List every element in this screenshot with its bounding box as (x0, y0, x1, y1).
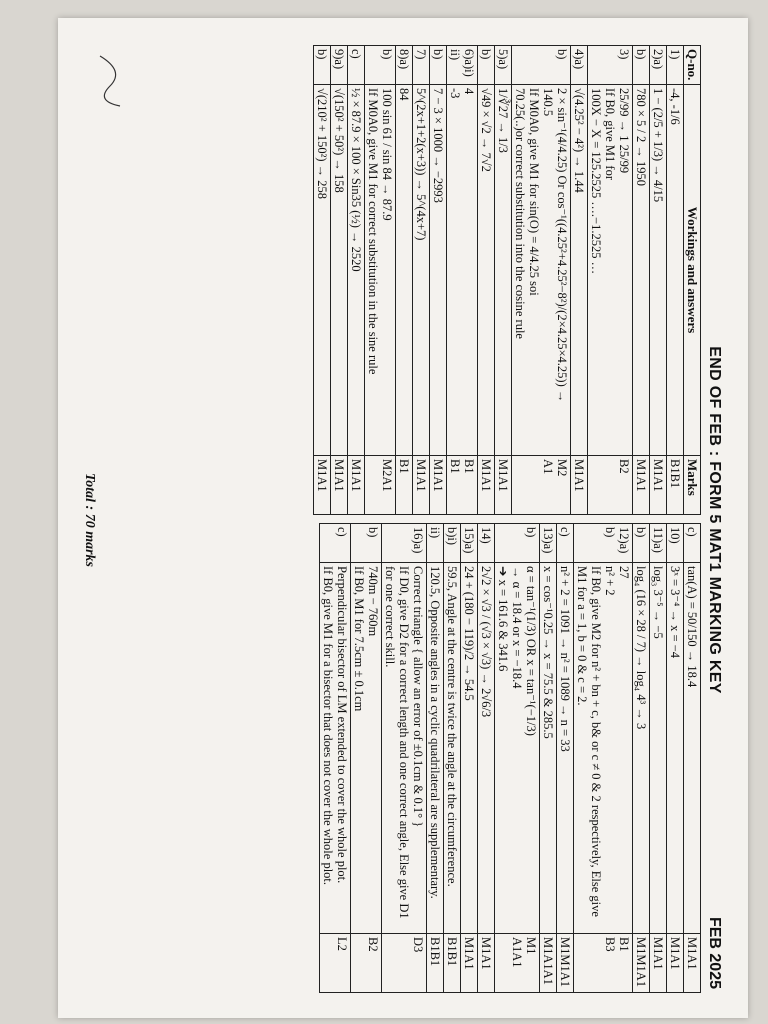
question-number: b) (633, 46, 650, 85)
table-row (444, 524, 461, 993)
marks-cell: M1A1 (478, 456, 495, 515)
marks-cell: M1A1 (633, 456, 650, 515)
marks-cell: B2 (351, 934, 382, 993)
col-qno: Q-no. (684, 46, 701, 85)
answer-working: 4 -3 (447, 85, 478, 456)
total-marks: Total : 70 marks (82, 473, 97, 567)
question-number: 5)a) (495, 46, 512, 85)
marks-cell: M1M1A1 (557, 934, 574, 993)
table-row (382, 524, 427, 993)
marks-cell: M1A1 (684, 934, 701, 993)
question-number: b) (314, 46, 331, 85)
marks-cell: M1A1 (430, 456, 447, 515)
handwritten-mark (90, 51, 130, 111)
answer-working: 1/∛27 → 1/3 (495, 85, 512, 456)
answer-working: Perpendicular bisector of LM extended to cover the whole plot. If B0, give M1 for a bisector that does not cover the whole plot. (320, 563, 351, 934)
question-number: 13)a) (540, 524, 557, 563)
answer-working: 2 × sin⁻¹(4/4.25) Or cos⁻¹((4.25²+4.25²−8²)/(2×4.25×4.25)) → 140.5 If M0A0, give M1 for sin(O) = 4/4.25 soi 70.25(..)or correct substitution into the cosine rule (512, 85, 571, 456)
answer-working: 120.5, Opposite angles in a cyclic quadrilateral are supplementary. (427, 563, 444, 934)
marks-cell: B1 (396, 456, 413, 515)
marks-cell: M1A1A1 (540, 934, 557, 993)
right-marking-table (319, 523, 701, 993)
answer-working: 7 − 3 × 1000 → −2993 (430, 85, 447, 456)
question-number: 15)a) (461, 524, 478, 563)
answer-working: x = cos⁻¹0.25 → x = 75.5 & 285.5 (540, 563, 557, 934)
marks-cell: M1 A1A1 (495, 934, 540, 993)
answer-working: √49 × √2 → 7√2 (478, 85, 495, 456)
table-row (331, 46, 348, 515)
marks-cell: M1A1 (667, 934, 684, 993)
question-number: b) (430, 46, 447, 85)
table-row (365, 46, 396, 515)
table-row (478, 46, 495, 515)
answer-working: 27 n² + 2 If B0, give M2 for n² + bn + c, b& or c ≠ 0 & 2 respectively, Else give M1 for a = 1, b = 0 & c = 2. (574, 563, 633, 934)
question-number: b)i) (444, 524, 461, 563)
marks-cell: M2 A1 (512, 456, 571, 515)
question-number: 1) (667, 46, 684, 85)
col-marks: Marks (684, 456, 701, 515)
question-number: b) (351, 524, 382, 563)
table-row (571, 46, 588, 515)
answer-working: 780 × 5 / 2 → 1950 (633, 85, 650, 456)
question-number: 3) (588, 46, 633, 85)
answer-working: α = tan⁻¹(1/3) OR x = tan⁻¹(−1/3) → α = 18.4 or x = −18.4 ➔ x = 161.6 & 341.6 (495, 563, 540, 934)
answer-working: 5^(2x+1+2(x+3)) → 5^(4x+7) (413, 85, 430, 456)
table-row (495, 46, 512, 515)
answer-working: 3ˣ = 3⁻⁴ → x = −4 (667, 563, 684, 934)
question-number: c) (320, 524, 351, 563)
marks-cell: M1A1 (650, 934, 667, 993)
answer-working: 24 + (180 − 119)/2 → 54.5 (461, 563, 478, 934)
left-marking-table (313, 45, 701, 515)
answer-working: 1 − (2/5 + 1/3) → 4/15 (650, 85, 667, 456)
question-number: 16)a) (382, 524, 427, 563)
marks-cell: B1 B3 (574, 934, 633, 993)
marks-cell: M1A1 (348, 456, 365, 515)
question-number: 11)a) (650, 524, 667, 563)
marks-cell: B1 B1 (447, 456, 478, 515)
marks-cell: M1A1 (571, 456, 588, 515)
marks-cell: M1A1 (413, 456, 430, 515)
marks-cell: D3 (382, 934, 427, 993)
question-number: c) (684, 524, 701, 563)
page-title: END OF FEB : FORM 5 MAT1 MARKING KEY (706, 346, 723, 694)
marks-cell: L2 (320, 934, 351, 993)
answer-working: √(210² + 150²) → 258 (314, 85, 331, 456)
table-row (320, 524, 351, 993)
question-number: 7) (413, 46, 430, 85)
answer-working: 100 sin 61 / sin 84 → 87.9 If M0A0, give M1 for correct substitution in the sine rule (365, 85, 396, 456)
table-row (430, 46, 447, 515)
page-date: FEB 2025 (706, 916, 723, 989)
table-row (413, 46, 430, 515)
answer-working: 740m − 760m If B0, M1 for 7.5cm ± 0.1cm (351, 563, 382, 934)
question-number: 12)a) b) (574, 524, 633, 563)
question-number: 6)a)i) ii) (447, 46, 478, 85)
table-row (540, 524, 557, 993)
table-row (588, 46, 633, 515)
table-row (447, 46, 478, 515)
question-number: 8)a) (396, 46, 413, 85)
table-row (574, 524, 633, 993)
question-number: 14) (478, 524, 495, 563)
table-row (667, 46, 684, 515)
table-row (495, 524, 540, 993)
answer-working: n² + 2 = 1091 → n² = 1089 → n = 33 (557, 563, 574, 934)
question-number: 9)a) (331, 46, 348, 85)
marks-cell: M1A1 (650, 456, 667, 515)
marks-cell: B2 (588, 456, 633, 515)
question-number: c) (557, 524, 574, 563)
table-row (650, 46, 667, 515)
question-number: b) (365, 46, 396, 85)
question-number: 4)a) (571, 46, 588, 85)
col-work: Workings and answers (684, 85, 701, 456)
question-number: ii) (427, 524, 444, 563)
answer-working: 25/99 → 1 25/99 If B0, give M1 for 100X − X = 125.2525 ….−1.2525 … (588, 85, 633, 456)
answer-working: 2√2 × √3 / (√3 × √3) → 2√6/3 (478, 563, 495, 934)
marks-cell: B1B1 (444, 934, 461, 993)
marks-cell: M2A1 (365, 456, 396, 515)
table-row (427, 524, 444, 993)
marks-cell: B1B1 (667, 456, 684, 515)
question-number: b) (633, 524, 650, 563)
marks-cell: M1M1A1 (633, 934, 650, 993)
marks-cell: B1B1 (427, 934, 444, 993)
answer-working: Correct triangle { allow an error of ±0.1cm & 0.1° } If D0, give D2 for a correct length and one correct angle, Else give D1 for one correct skill. (382, 563, 427, 934)
table-row (633, 46, 650, 515)
marks-cell: M1A1 (461, 934, 478, 993)
question-number: 10) (667, 524, 684, 563)
table-row (478, 524, 495, 993)
table-row (650, 524, 667, 993)
answer-working: 84 (396, 85, 413, 456)
answer-working: √(150² + 50²) → 158 (331, 85, 348, 456)
table-row (348, 46, 365, 515)
question-number: b) (478, 46, 495, 85)
table-row (461, 524, 478, 993)
answer-working: log₃ 3⁻⁵ → −5 (650, 563, 667, 934)
question-number: b) (495, 524, 540, 563)
question-number: c) (348, 46, 365, 85)
answer-working: -4, -1/6 (667, 85, 684, 456)
table-row (684, 524, 701, 993)
table-row (314, 46, 331, 515)
table-row (512, 46, 571, 515)
table-row (557, 524, 574, 993)
question-number: 2)a) (650, 46, 667, 85)
table-row (351, 524, 382, 993)
answer-working: tan(A) = 50/150 → 18.4 (684, 563, 701, 934)
table-row (667, 524, 684, 993)
marks-cell: M1A1 (331, 456, 348, 515)
marking-key-page (75, 45, 725, 995)
table-row (633, 524, 650, 993)
answer-working: ½ × 87.9 × 100 × Sin35 (½) → 2520 (348, 85, 365, 456)
marks-cell: M1A1 (478, 934, 495, 993)
answer-working: log₄ (16 × 28 / 7) → log₄ 4³ → 3 (633, 563, 650, 934)
answer-working: 59.5, Angle at the centre is twice the angle at the circumference. (444, 563, 461, 934)
marks-cell: M1A1 (495, 456, 512, 515)
table-row (396, 46, 413, 515)
answer-working: √(4.25² − 4²) → 1.44 (571, 85, 588, 456)
question-number: b) (512, 46, 571, 85)
marks-cell: M1A1 (314, 456, 331, 515)
